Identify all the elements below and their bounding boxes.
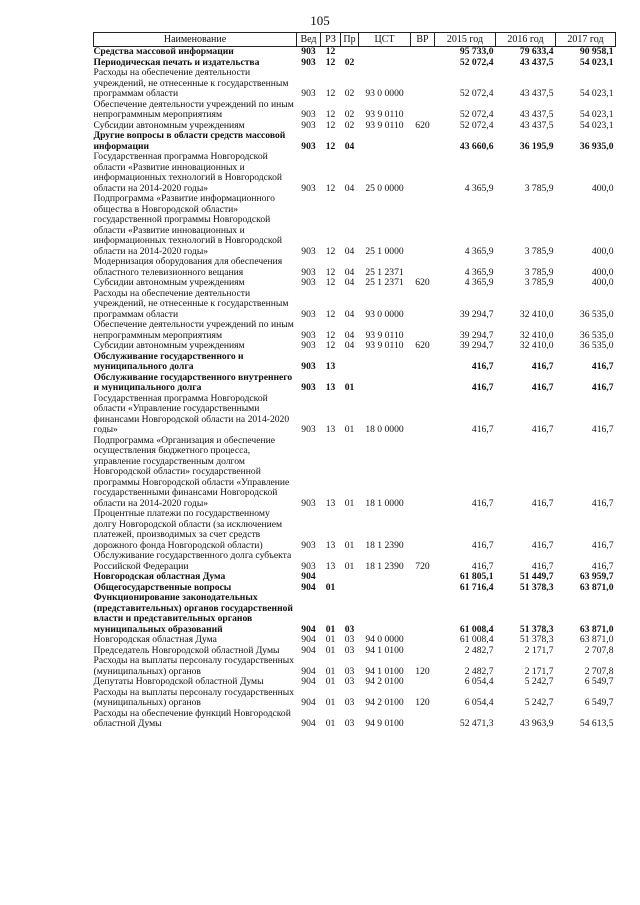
row-vr — [411, 572, 435, 583]
header-pr: Пр — [341, 33, 359, 47]
row-2016: 2 171,7 — [524, 644, 554, 656]
row-pr: 01 — [344, 497, 355, 509]
row-2017: 54 023,1 — [579, 119, 614, 131]
row-rz: 01 — [325, 718, 336, 729]
row-2017: 416,7 — [591, 382, 614, 393]
table-row — [94, 656, 616, 677]
row-2017: 416,7 — [591, 539, 614, 551]
row-cst: 93 9 0110 — [365, 329, 404, 341]
row-2016: 51 449,7 — [519, 571, 554, 582]
row-pr: 02 — [344, 109, 355, 120]
row-cst: 94 2 0100 — [365, 697, 404, 708]
row-ved: 904 — [301, 676, 316, 687]
row-ved: 903 — [301, 340, 316, 351]
row-rz: 01 — [325, 623, 336, 635]
row-rz: 13 — [325, 382, 336, 393]
row-ved: 903 — [301, 539, 316, 551]
row-2015: 416,7 — [471, 539, 494, 551]
row-2017: 6 549,7 — [584, 697, 614, 708]
row-pr — [341, 47, 359, 58]
row-2015: 416,7 — [471, 560, 494, 572]
row-2016: 51 378,3 — [519, 634, 554, 645]
row-vr — [411, 373, 435, 394]
row-2017: 6 549,7 — [584, 676, 614, 687]
row-2016: 43 963,9 — [519, 718, 554, 729]
row-vr — [411, 152, 435, 194]
row-ved: 904 — [301, 697, 316, 708]
row-name: Модернизация оборудования для обеспечения областного телевизионного вещания — [93, 256, 283, 278]
row-2017: 416,7 — [591, 361, 614, 372]
row-rz: 12 — [325, 119, 336, 131]
row-name: Государственная программа Новгородской области «Развитие инновационных и информационных технологий в Новгородской области на 2014-2020 годы» — [93, 151, 283, 194]
table-row — [94, 194, 616, 257]
header-2017: 2017 год — [556, 33, 616, 47]
row-vr — [411, 509, 435, 551]
row-name: Новгородская областная Дума — [93, 571, 226, 582]
row-pr: 04 — [344, 329, 355, 341]
table-row — [94, 352, 616, 373]
row-2016: 2 171,7 — [524, 665, 554, 677]
row-ved: 903 — [301, 497, 316, 509]
row-pr: 03 — [344, 665, 355, 677]
row-cst — [359, 593, 411, 635]
row-2016: 32 410,0 — [519, 308, 554, 320]
row-ved: 904 — [301, 644, 316, 656]
header-ved: Вед — [297, 33, 321, 47]
row-name: Новгородская областная Дума — [93, 634, 217, 645]
row-name: Субсидии автономным учреждениям — [93, 340, 245, 351]
row-2016: 3 785,9 — [524, 245, 554, 257]
row-name: Обеспечение деятельности учреждений по иным непрограммным мероприятиям — [93, 319, 294, 341]
row-pr: 01 — [344, 539, 355, 551]
row-rz: 12 — [325, 308, 336, 320]
row-ved: 904 — [301, 665, 316, 677]
row-rz: 12 — [325, 266, 336, 278]
row-pr: 04 — [344, 182, 355, 194]
row-cst: 94 1 0100 — [365, 665, 404, 677]
row-vr — [411, 677, 435, 688]
row-pr — [341, 583, 359, 594]
row-2017: 400,0 — [591, 277, 614, 288]
row-2017: 400,0 — [591, 182, 614, 194]
row-vr — [411, 68, 435, 100]
row-cst: 93 9 0110 — [365, 340, 404, 351]
row-ved: 903 — [301, 560, 316, 572]
row-vr — [411, 352, 435, 373]
row-ved: 903 — [301, 46, 316, 57]
row-pr: 02 — [344, 119, 355, 131]
row-rz: 13 — [325, 539, 336, 551]
row-name: Расходы на обеспечение деятельности учреждений, не отнесенные к государственным программам области — [93, 287, 289, 320]
row-2017: 90 958,1 — [579, 46, 614, 57]
row-vr — [411, 58, 435, 69]
table-row — [94, 436, 616, 510]
row-rz: 12 — [325, 277, 336, 288]
table-row — [94, 100, 616, 121]
row-name: Периодическая печать и издательства — [93, 56, 260, 68]
row-vr — [411, 257, 435, 278]
row-2017: 63 871,0 — [579, 623, 614, 635]
row-name: Подпрограмма «Развитие информационного общества в Новгородской области» государственной программы Новгородской области «Развитие инновационных и информационных технологий в Новгородской области на 2014-2020 годы» — [93, 193, 283, 257]
row-ved: 903 — [301, 140, 316, 152]
row-rz: 12 — [325, 340, 336, 351]
row-2017: 36 535,0 — [579, 340, 614, 351]
row-2016: 416,7 — [531, 361, 554, 372]
row-2016: 416,7 — [531, 497, 554, 509]
row-rz: 12 — [325, 329, 336, 341]
row-2016: 5 242,7 — [524, 676, 554, 687]
row-2016: 5 242,7 — [524, 697, 554, 708]
row-2017: 36 935,0 — [579, 140, 614, 152]
row-ved: 903 — [301, 308, 316, 320]
row-2017: 54 023,1 — [579, 88, 614, 99]
row-pr: 03 — [344, 676, 355, 687]
row-name: Расходы на выплаты персоналу государственных (муниципальных) органов — [93, 686, 295, 708]
table-row — [94, 289, 616, 321]
row-2015: 61 805,1 — [459, 571, 494, 582]
row-2017: 400,0 — [591, 245, 614, 257]
row-rz: 12 — [325, 140, 336, 152]
row-cst: 25 1 0000 — [365, 245, 404, 257]
row-pr: 04 — [344, 140, 355, 152]
row-ved: 903 — [301, 245, 316, 257]
row-2017: 416,7 — [591, 424, 614, 435]
row-2015: 43 660,6 — [459, 140, 494, 152]
row-cst: 94 0 0000 — [365, 634, 404, 645]
row-2016: 32 410,0 — [519, 329, 554, 341]
row-2015: 61 008,4 — [459, 623, 494, 635]
row-2016: 79 633,4 — [519, 46, 554, 57]
row-pr: 01 — [344, 382, 355, 393]
row-ved: 903 — [301, 182, 316, 194]
row-cst: 18 1 0000 — [365, 497, 404, 509]
row-pr: 01 — [344, 424, 355, 435]
table-row — [94, 131, 616, 152]
row-name: Обеспечение деятельности учреждений по иным непрограммным мероприятиям — [93, 98, 294, 120]
row-cst — [359, 373, 411, 394]
row-name: Обслуживание государственного внутреннего и муниципального долга — [93, 371, 293, 393]
row-cst: 93 9 0110 — [365, 119, 404, 131]
row-ved: 903 — [301, 56, 316, 68]
row-rz: 13 — [325, 497, 336, 509]
row-name: Расходы на обеспечение деятельности учреждений, не отнесенные к государственным программам области — [93, 67, 289, 99]
row-cst: 18 1 2390 — [365, 560, 404, 572]
page-number: 105 — [310, 13, 330, 28]
row-pr: 04 — [344, 340, 355, 351]
table-row — [94, 278, 616, 289]
row-pr: 02 — [344, 88, 355, 99]
row-name: Субсидии автономным учреждениям — [93, 277, 245, 288]
row-2015: 52 072,4 — [459, 109, 494, 120]
row-vr — [411, 131, 435, 152]
row-rz: 01 — [325, 665, 336, 677]
row-rz: 12 — [325, 56, 336, 68]
row-2016: 36 195,9 — [519, 140, 554, 152]
row-2016: 51 378,3 — [519, 581, 554, 593]
row-2015: 2 482,7 — [464, 665, 494, 677]
header-rz: РЗ — [321, 33, 341, 47]
row-pr: 04 — [344, 245, 355, 257]
row-vr — [411, 194, 435, 257]
row-rz: 01 — [325, 644, 336, 656]
row-vr — [411, 289, 435, 321]
row-name: Расходы на выплаты персоналу государственных (муниципальных) органов — [93, 655, 295, 677]
row-name: Председатель Новгородской областной Думы — [93, 644, 280, 656]
table-row — [94, 152, 616, 194]
row-2015: 39 294,7 — [459, 308, 494, 320]
row-2017: 2 707,8 — [584, 665, 614, 677]
row-rz: 01 — [325, 581, 336, 593]
header-vr: ВР — [411, 33, 435, 47]
header-cst: ЦСТ — [359, 33, 411, 47]
row-rz: 13 — [325, 361, 336, 372]
row-cst — [359, 58, 411, 69]
row-2015: 95 733,0 — [459, 46, 494, 57]
row-cst: 25 1 2371 — [365, 277, 404, 288]
header-name: Наименование — [94, 33, 297, 47]
row-2015: 61 008,4 — [459, 634, 494, 645]
row-pr: 03 — [344, 697, 355, 708]
table-row — [94, 257, 616, 278]
row-2017: 54 023,1 — [579, 109, 614, 120]
row-2015: 39 294,7 — [459, 340, 494, 351]
row-vr — [411, 436, 435, 510]
table-row — [94, 635, 616, 646]
table-body — [94, 47, 616, 730]
row-vr — [411, 47, 435, 58]
row-name: Государственная программа Новгородской области «Управление государственными финансами Новгородской области на 2014-2020 годы» — [93, 392, 290, 435]
row-2016: 3 785,9 — [524, 182, 554, 194]
row-vr — [411, 583, 435, 594]
row-cst: 93 0 0000 — [365, 308, 404, 320]
row-2016: 43 437,5 — [519, 109, 554, 120]
row-2017: 63 959,7 — [579, 571, 614, 582]
row-2015: 52 471,3 — [459, 718, 494, 729]
row-2015: 52 072,4 — [459, 56, 494, 68]
row-pr: 04 — [344, 266, 355, 278]
row-rz: 01 — [325, 634, 336, 645]
row-2015: 52 072,4 — [459, 119, 494, 131]
row-pr: 04 — [344, 308, 355, 320]
table-header-row — [94, 33, 616, 47]
table-row — [94, 677, 616, 688]
row-cst: 18 1 2390 — [365, 539, 404, 551]
row-cst — [359, 583, 411, 594]
row-2015: 52 072,4 — [459, 88, 494, 99]
row-pr: 03 — [344, 644, 355, 656]
table-row — [94, 320, 616, 341]
row-2017: 63 871,0 — [579, 634, 614, 645]
row-ved: 903 — [301, 88, 316, 99]
row-cst — [359, 572, 411, 583]
table-row — [94, 551, 616, 572]
row-name: Расходы на обеспечение функций Новгородской областной Думы — [93, 707, 291, 729]
table-row — [94, 593, 616, 635]
row-name: Обслуживание государственного долга субъекта Российской Федерации — [93, 550, 292, 572]
row-2015: 416,7 — [471, 361, 494, 372]
row-2016: 416,7 — [531, 539, 554, 551]
budget-table — [93, 32, 616, 730]
header-2015: 2015 год — [435, 33, 496, 47]
row-2015: 6 054,4 — [464, 676, 494, 687]
row-2017: 36 535,0 — [579, 329, 614, 341]
row-vr: 620 — [415, 340, 430, 351]
row-vr — [411, 320, 435, 341]
row-vr — [411, 100, 435, 121]
row-name: Депутаты Новгородской областной Думы — [93, 676, 264, 687]
row-vr: 620 — [415, 277, 430, 288]
row-2017: 54 023,1 — [579, 56, 614, 68]
row-2016: 416,7 — [531, 424, 554, 435]
row-2016: 3 785,9 — [524, 277, 554, 288]
row-2015: 4 365,9 — [464, 266, 494, 278]
row-rz: 12 — [325, 245, 336, 257]
row-ved: 904 — [301, 718, 316, 729]
row-ved: 904 — [301, 623, 316, 635]
row-pr: 02 — [344, 56, 355, 68]
row-2017: 400,0 — [591, 266, 614, 278]
table-row — [94, 68, 616, 100]
row-ved: 904 — [301, 571, 316, 582]
row-rz: 12 — [325, 109, 336, 120]
row-2017: 54 613,5 — [579, 718, 614, 729]
table-row — [94, 709, 616, 730]
row-pr: 03 — [344, 634, 355, 645]
row-cst — [359, 131, 411, 152]
row-name: Подпрограмма «Организация и обеспечение осуществления бюджетного процесса, управление государственным долгом Новгородской области» государственной программы Новгородской области «Управление государственными финансами Новгородской области на 2014-2020 годы» — [93, 434, 290, 509]
row-2015: 4 365,9 — [464, 182, 494, 194]
row-ved: 903 — [301, 329, 316, 341]
table-row — [94, 688, 616, 709]
row-2015: 416,7 — [471, 497, 494, 509]
table-row — [94, 47, 616, 58]
row-rz: 12 — [325, 88, 336, 99]
row-name: Функционирование законодательных (представительных) органов государственной власти и представительных органов муниципальных образований — [93, 592, 293, 635]
row-cst: 94 9 0100 — [365, 718, 404, 729]
row-2017: 2 707,8 — [584, 644, 614, 656]
row-2016: 416,7 — [531, 382, 554, 393]
table-row — [94, 394, 616, 436]
row-ved: 903 — [301, 361, 316, 372]
row-vr — [411, 646, 435, 657]
row-ved: 904 — [301, 634, 316, 645]
row-name: Процентные платежи по государственному долгу Новгородской области (за исключением платежей, производимых за счет средств дорожного фонда Новгородской области) — [93, 508, 283, 551]
row-vr — [411, 635, 435, 646]
row-pr: 01 — [344, 560, 355, 572]
row-cst: 25 0 0000 — [365, 182, 404, 194]
row-vr — [411, 709, 435, 730]
row-rz: 13 — [325, 424, 336, 435]
row-vr: 120 — [415, 697, 430, 708]
row-cst — [359, 47, 411, 58]
row-ved: 903 — [301, 277, 316, 288]
row-rz: 01 — [325, 697, 336, 708]
table-row — [94, 509, 616, 551]
row-cst: 25 1 2371 — [365, 266, 404, 278]
row-pr — [341, 352, 359, 373]
row-rz: 01 — [325, 676, 336, 687]
row-pr: 04 — [344, 277, 355, 288]
row-2016: 32 410,0 — [519, 340, 554, 351]
row-name: Средства массовой информации — [93, 46, 234, 57]
row-2016: 43 437,5 — [519, 88, 554, 99]
table-row — [94, 341, 616, 352]
row-ved: 903 — [301, 109, 316, 120]
row-2017: 36 535,0 — [579, 308, 614, 320]
row-ved: 903 — [301, 424, 316, 435]
table-row — [94, 373, 616, 394]
row-cst: 18 0 0000 — [365, 424, 404, 435]
row-ved: 903 — [301, 382, 316, 393]
row-2015: 61 716,4 — [459, 581, 494, 593]
row-ved: 903 — [301, 266, 316, 278]
header-2016: 2016 год — [496, 33, 556, 47]
row-2016: 3 785,9 — [524, 266, 554, 278]
row-2015: 4 365,9 — [464, 277, 494, 288]
row-2015: 4 365,9 — [464, 245, 494, 257]
row-2015: 2 482,7 — [464, 644, 494, 656]
row-ved: 904 — [301, 581, 316, 593]
row-vr: 620 — [415, 119, 430, 131]
row-vr — [411, 593, 435, 635]
row-2016: 43 437,5 — [519, 56, 554, 68]
row-name: Другие вопросы в области средств массовой информации — [93, 130, 286, 152]
row-2017: 416,7 — [591, 560, 614, 572]
row-pr: 03 — [344, 623, 355, 635]
row-ved: 903 — [301, 119, 316, 131]
row-cst: 94 1 0100 — [365, 644, 404, 656]
row-2015: 39 294,7 — [459, 329, 494, 341]
row-pr — [341, 572, 359, 583]
row-cst — [359, 352, 411, 373]
row-cst: 93 0 0000 — [365, 88, 404, 99]
row-name: Обслуживание государственного и муниципального долга — [93, 350, 244, 372]
row-cst: 93 9 0110 — [365, 109, 404, 120]
row-vr — [411, 394, 435, 436]
row-2015: 416,7 — [471, 382, 494, 393]
table-row — [94, 572, 616, 583]
row-vr: 720 — [415, 560, 430, 572]
row-name: Субсидии автономным учреждениям — [93, 119, 245, 131]
row-rz — [321, 572, 341, 583]
row-2016: 43 437,5 — [519, 119, 554, 131]
row-vr: 120 — [415, 665, 430, 677]
row-2015: 416,7 — [471, 424, 494, 435]
row-rz: 12 — [325, 182, 336, 194]
row-name: Общегосударственные вопросы — [93, 581, 232, 593]
row-pr: 03 — [344, 718, 355, 729]
row-rz: 12 — [325, 46, 336, 57]
row-2015: 6 054,4 — [464, 697, 494, 708]
row-cst: 94 2 0100 — [365, 676, 404, 687]
row-2017: 416,7 — [591, 497, 614, 509]
row-2016: 51 378,3 — [519, 623, 554, 635]
row-2017: 63 871,0 — [579, 581, 614, 593]
row-rz: 13 — [325, 560, 336, 572]
row-2016: 416,7 — [531, 560, 554, 572]
